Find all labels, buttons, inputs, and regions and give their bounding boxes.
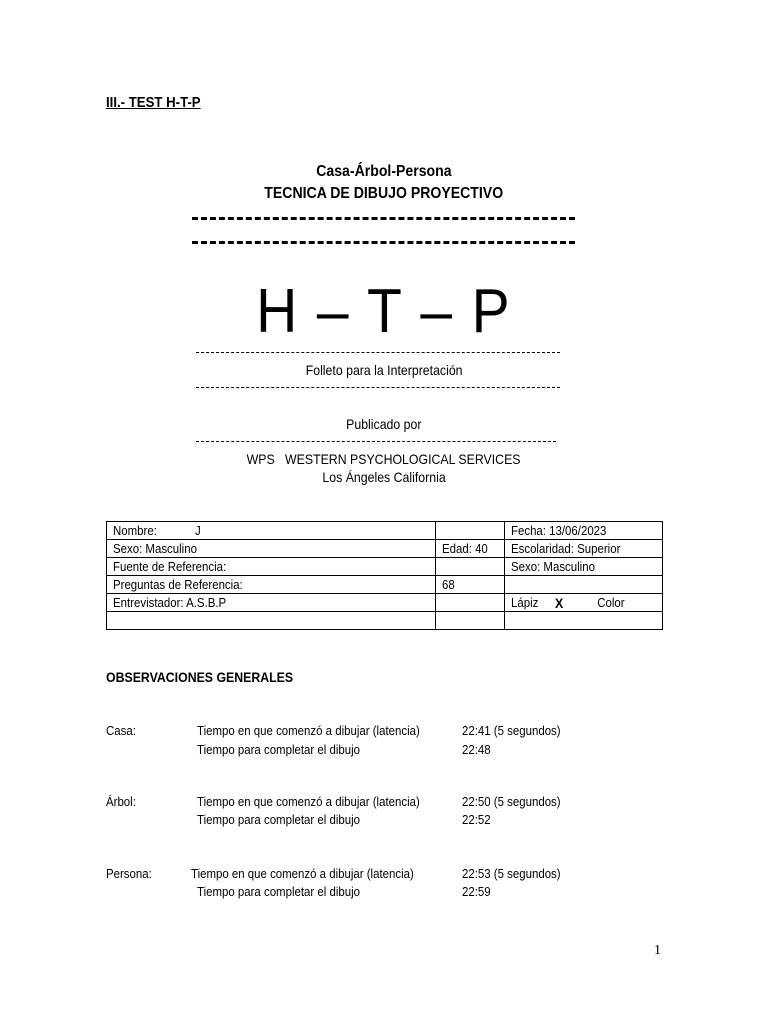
obs-label-casa: Casa: xyxy=(106,723,136,738)
obs-line1-casa: Tiempo en que comenzó a dibujar (latencia) xyxy=(197,723,420,738)
location-wrap xyxy=(0,469,768,487)
table-cell xyxy=(436,522,505,540)
obs-label-persona: Persona: xyxy=(106,866,152,881)
info-table xyxy=(106,521,663,630)
table-cell: Sexo: Masculino xyxy=(505,558,663,576)
thin-divider-2 xyxy=(196,387,560,388)
publisher-text: WPS WESTERN PSYCHOLOGICAL SERVICES xyxy=(247,451,521,467)
publicado-text: Publicado por xyxy=(346,416,422,432)
table-cell xyxy=(107,612,436,630)
table-cell-lapiz-color xyxy=(505,594,663,612)
obs-time1-persona: 22:53 (5 segundos) xyxy=(462,866,561,881)
table-row xyxy=(107,612,663,630)
thin-divider-1 xyxy=(196,352,560,353)
table-row xyxy=(107,558,663,576)
table-cell: Fuente de Referencia: xyxy=(107,558,436,576)
table-cell: 68 xyxy=(436,576,505,594)
obs-time1-casa: 22:41 (5 segundos) xyxy=(462,723,561,738)
table-cell xyxy=(505,576,663,594)
publisher-wrap xyxy=(0,451,768,469)
obs-line2-persona: Tiempo para completar el dibujo xyxy=(197,884,361,899)
page-number: 1 xyxy=(654,943,661,958)
table-cell: Preguntas de Referencia: xyxy=(107,576,436,594)
table-cell: Entrevistador: A.S.B.P xyxy=(107,594,436,612)
table-cell: Sexo: Masculino xyxy=(107,540,436,558)
thick-divider-2 xyxy=(192,241,575,244)
table-row xyxy=(107,522,663,540)
publicado-wrap xyxy=(0,416,768,434)
table-cell xyxy=(505,612,663,630)
observations-title: OBSERVACIONES GENERALES xyxy=(106,669,294,685)
folleto-text: Folleto para la Interpretación xyxy=(305,362,463,378)
obs-time2-persona: 22:59 xyxy=(462,884,491,899)
obs-line2-casa: Tiempo para completar el dibujo xyxy=(197,742,361,757)
table-cell: Fecha: 13/06/2023 xyxy=(505,522,663,540)
table-cell xyxy=(436,612,505,630)
table-cell: Edad: 40 xyxy=(436,540,505,558)
section-title: III.- TEST H-T-P xyxy=(106,94,201,111)
table-row xyxy=(107,540,663,558)
obs-line2-arbol: Tiempo para completar el dibujo xyxy=(197,812,361,827)
obs-label-arbol: Árbol: xyxy=(106,794,136,809)
lapiz-label: Lápiz xyxy=(511,595,539,610)
obs-line1-arbol: Tiempo en que comenzó a dibujar (latencia) xyxy=(197,794,420,809)
thick-divider-1 xyxy=(192,217,575,220)
subtitle-tecnica-wrap xyxy=(0,185,768,203)
main-title: H – T – P xyxy=(256,277,512,346)
table-cell: Escolaridad: Superior xyxy=(505,540,663,558)
obs-time1-arbol: 22:50 (5 segundos) xyxy=(462,794,561,809)
table-cell xyxy=(436,594,505,612)
subtitle-casa-arbol-persona-wrap xyxy=(0,163,768,181)
subtitle-tecnica: TECNICA DE DIBUJO PROYECTIVO xyxy=(264,185,504,202)
obs-time2-arbol: 22:52 xyxy=(462,812,491,827)
color-label: Color xyxy=(597,595,625,610)
main-title-wrap xyxy=(0,276,768,347)
thin-divider-3 xyxy=(196,441,556,442)
subtitle-casa-arbol-persona: Casa-Árbol-Persona xyxy=(316,163,452,180)
folleto-wrap xyxy=(0,362,768,380)
location-text: Los Ángeles California xyxy=(322,469,446,485)
table-cell: Nombre: J xyxy=(107,522,436,540)
table-cell xyxy=(436,558,505,576)
obs-line1-persona: Tiempo en que comenzó a dibujar (latencia) xyxy=(191,866,414,881)
obs-time2-casa: 22:48 xyxy=(462,742,491,757)
lapiz-mark: X xyxy=(555,595,564,611)
table-row xyxy=(107,594,663,612)
table-row xyxy=(107,576,663,594)
